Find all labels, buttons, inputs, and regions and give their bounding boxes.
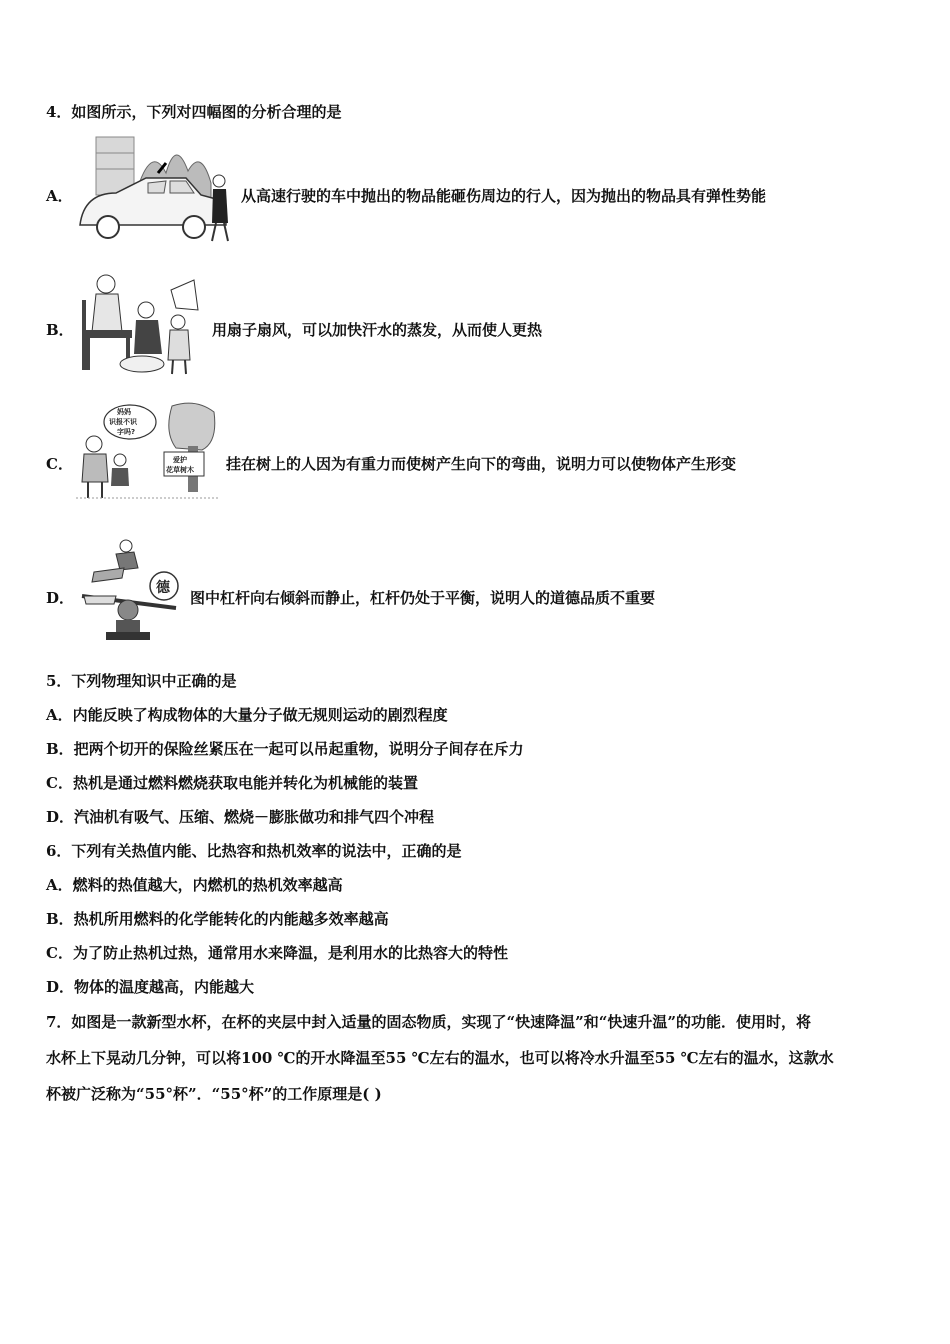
- fan-cooling-person-image: [76, 270, 206, 376]
- q4-option-b-text: 用扇子扇风，可以加快汗水的蒸发，从而使人更热: [212, 321, 543, 339]
- q4-option-a-text: 从高速行驶的车中抛出的物品能砸伤周边的行人，因为抛出的物品具有弹性势能: [241, 187, 767, 205]
- q4-option-b-label: B．: [46, 321, 74, 339]
- q4-stem: 4．如图所示，下列对四幅图的分析合理的是: [46, 103, 342, 121]
- q4-option-a-label: A．: [46, 187, 73, 205]
- lever-moral-char: 德: [156, 580, 170, 596]
- q6-option-a: A．燃料的热值越大，内燃机的热机效率越高: [46, 876, 343, 894]
- speech-bubble-text-3: 字吗?: [117, 428, 136, 436]
- q5-stem: 5．下列物理知识中正确的是: [46, 672, 237, 690]
- car-throwing-object-image: [76, 133, 236, 245]
- sign-board-text-1: 爱护: [173, 456, 187, 464]
- q7-line-2: 水杯上下晃动几分钟，可以将100 ℃的开水降温至55 ℃左右的温水，也可以将冷水升温至55 ℃左右的温水，这款水: [46, 1049, 834, 1067]
- q5-option-d: D．汽油机有吸气、压缩、燃烧－膨胀做功和排气四个冲程: [46, 808, 435, 826]
- speech-bubble-text-2: 识报不识: [109, 418, 137, 426]
- q7-line-3: 杯被广泛称为“55°杯”．“55°杯”的工作原理是( ): [46, 1085, 382, 1103]
- speech-bubble-text-1: 妈妈: [117, 408, 131, 416]
- q5-option-c: C．热机是通过燃料燃烧获取电能并转化为机械能的装置: [46, 774, 418, 792]
- q4-option-c-text: 挂在树上的人因为有重力而使树产生向下的弯曲，说明力可以使物体产生形变: [226, 455, 737, 473]
- q4-option-d-text: 图中杠杆向右倾斜而静止，杠杆仍处于平衡，说明人的道德品质不重要: [190, 589, 656, 607]
- q5-option-b: B．把两个切开的保险丝紧压在一起可以吊起重物，说明分子间存在斥力: [46, 740, 524, 758]
- q7-line-1: 7．如图是一款新型水杯，在杯的夹层中封入适量的固态物质，实现了“快速降温”和“快速升温”的功能．使用时，将: [46, 1013, 811, 1031]
- q6-stem: 6．下列有关热值内能、比热容和热机效率的说法中，正确的是: [46, 842, 462, 860]
- q4-option-d-label: D．: [46, 589, 75, 607]
- q4-option-c-label: C．: [46, 455, 73, 473]
- q6-option-c: C．为了防止热机过热，通常用水来降温，是利用水的比热容大的特性: [46, 944, 508, 962]
- tree-sign-image: [76, 402, 218, 502]
- lever-balance-image: [76, 538, 186, 644]
- sign-board-text-2: 花草树木: [166, 466, 194, 474]
- q6-option-b: B．热机所用燃料的化学能转化的内能越多效率越高: [46, 910, 389, 928]
- q5-option-a: A．内能反映了构成物体的大量分子做无规则运动的剧烈程度: [46, 706, 448, 724]
- q6-option-d: D．物体的温度越高，内能越大: [46, 978, 255, 996]
